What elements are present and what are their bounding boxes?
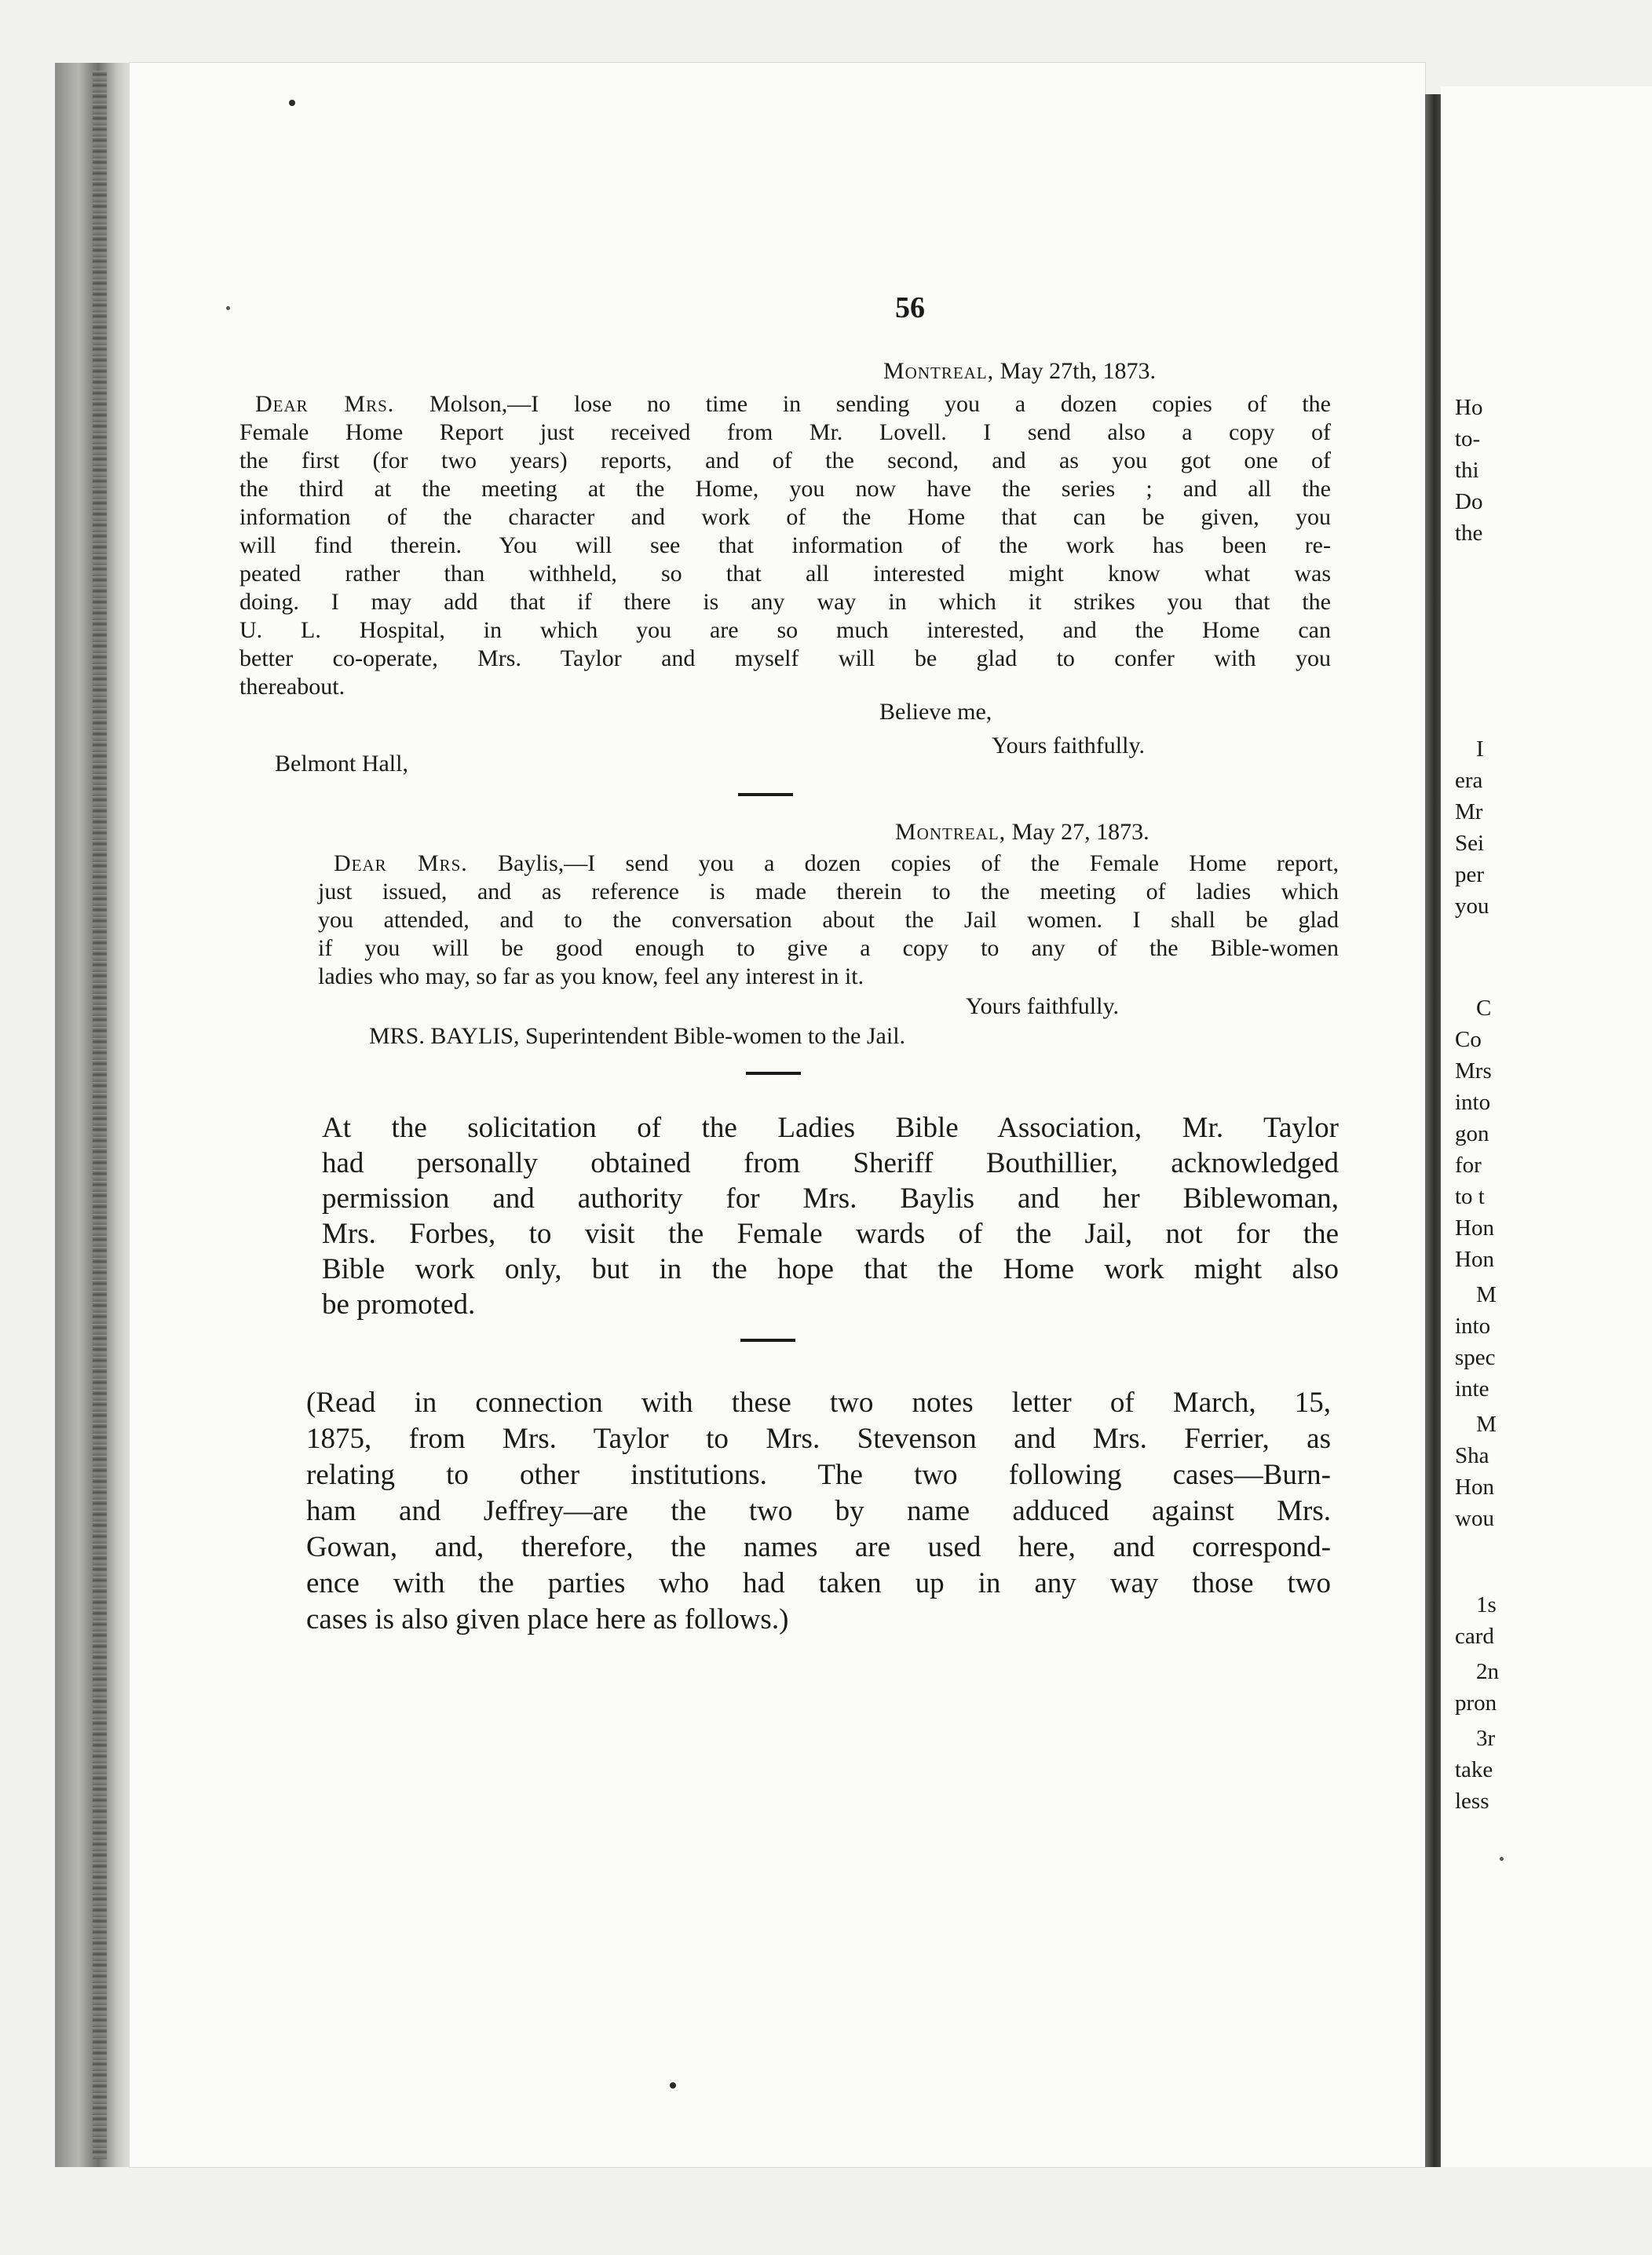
para1-line-1: At the solicitation of the Ladies Bible Association, Mr. Taylor: [322, 1112, 1339, 1144]
fragment: thi: [1455, 458, 1479, 483]
para2-line-7: cases is also given place here as follows.): [306, 1603, 789, 1636]
fragment: M: [1476, 1282, 1497, 1307]
separator-rule: [738, 793, 793, 796]
fragment: 3r: [1476, 1726, 1496, 1751]
fragment: Ho: [1455, 395, 1483, 420]
letter2-closing: Yours faithfully.: [966, 993, 1120, 1019]
letter1-line-6: will find therein. You will see that information of the work has been re-: [239, 532, 1331, 558]
fragment: Mr: [1455, 799, 1483, 824]
letter2-line-2: just issued, and as reference is made therein to the meeting of ladies which: [318, 879, 1339, 905]
fragment: era: [1455, 768, 1483, 793]
para1-line-6: be promoted.: [322, 1288, 476, 1321]
letter1-address: Belmont Hall,: [275, 751, 408, 777]
letter1-line-11: thereabout.: [239, 674, 345, 700]
letter1-line-5: information of the character and work of the Home that can be given, you: [239, 504, 1331, 530]
fragment: inte: [1455, 1376, 1489, 1402]
fragment: to t: [1455, 1184, 1485, 1209]
left-page: [130, 63, 1425, 2167]
letter2-line-5: ladies who may, so far as you know, feel any interest in it.: [318, 963, 864, 989]
fragment: C: [1476, 996, 1492, 1021]
fragment: Sei: [1455, 831, 1485, 856]
letter2-line-3: you attended, and to the conversation about the Jail women. I shall be glad: [318, 907, 1339, 933]
fragment: pron: [1455, 1690, 1497, 1716]
letter1-line-1: Dear Mrs. Molson,—I lose no time in sending you a dozen copies of the: [255, 391, 1331, 417]
letter1-dateline: Montreal, May 27th, 1873.: [883, 358, 1156, 384]
letter1-line-4: the third at the meeting at the Home, you now have the series ; and all the: [239, 476, 1331, 502]
page-fold-shadow: [1425, 94, 1441, 2167]
para1-line-5: Bible work only, but in the hope that the Home work might also: [322, 1253, 1339, 1285]
fragment: Co: [1455, 1027, 1482, 1052]
separator-rule: [746, 1072, 801, 1075]
fragment: Sha: [1455, 1443, 1489, 1468]
letter1-line-7: peated rather than withheld, so that all interested might know what was: [239, 561, 1331, 587]
fragment: Mrs: [1455, 1058, 1492, 1084]
fragment: card: [1455, 1624, 1494, 1649]
fragment: gon: [1455, 1121, 1489, 1146]
fragment: Hon: [1455, 1475, 1494, 1500]
scan-speck: [1500, 1857, 1504, 1861]
binding-edge: [93, 71, 107, 2159]
fragment: wou: [1455, 1506, 1494, 1531]
fragment: for: [1455, 1153, 1482, 1178]
page-number: 56: [895, 291, 925, 324]
letter2-addressee: MRS. BAYLIS, Superintendent Bible-women to the Jail.: [369, 1023, 906, 1049]
letter2-line-1: Dear Mrs. Baylis,—I send you a dozen copies of the Female Home report,: [334, 850, 1340, 876]
fragment: into: [1455, 1090, 1491, 1115]
letter1-line-3: the first (for two years) reports, and of the second, and as you got one of: [239, 448, 1331, 473]
para2-line-1: (Read in connection with these two notes letter of March, 15,: [306, 1387, 1331, 1419]
fragment: I: [1476, 736, 1484, 762]
fragment: the: [1455, 521, 1483, 546]
letter1-line-8: doing. I may add that if there is any way in which it strikes you that the: [239, 589, 1331, 615]
scan-speck: [289, 100, 295, 106]
letter2-line-4: if you will be good enough to give a copy to any of the Bible-women: [318, 935, 1339, 961]
letter1-line-2: Female Home Report just received from Mr. Lovell. I send also a copy of: [239, 419, 1331, 445]
para1-line-2: had personally obtained from Sheriff Bouthillier, acknowledged: [322, 1147, 1339, 1179]
fragment: Hon: [1455, 1247, 1494, 1272]
fragment: spec: [1455, 1345, 1496, 1370]
para2-line-6: ence with the parties who had taken up in any way those two: [306, 1567, 1331, 1599]
fragment: 1s: [1476, 1592, 1497, 1617]
para1-line-3: permission and authority for Mrs. Baylis and her Biblewoman,: [322, 1182, 1339, 1215]
para2-line-3: relating to other institutions. The two following cases—Burn-: [306, 1459, 1331, 1491]
fragment: to-: [1455, 426, 1481, 451]
fragment: into: [1455, 1314, 1491, 1339]
para2-line-2: 1875, from Mrs. Taylor to Mrs. Stevenson and Mrs. Ferrier, as: [306, 1423, 1331, 1455]
para2-line-5: Gowan, and, therefore, the names are used here, and correspond-: [306, 1531, 1331, 1563]
scan-speck: [226, 306, 230, 310]
para2-line-4: ham and Jeffrey—are the two by name adduced against Mrs.: [306, 1495, 1331, 1527]
letter1-closing-1: Believe me,: [879, 699, 992, 725]
para1-line-4: Mrs. Forbes, to visit the Female wards of the Jail, not for the: [322, 1218, 1339, 1250]
fragment: per: [1455, 862, 1485, 887]
fragment: Hon: [1455, 1215, 1494, 1241]
fragment: take: [1455, 1757, 1493, 1782]
fragment: Do: [1455, 489, 1483, 514]
fragment: M: [1476, 1412, 1497, 1437]
scan-speck: [670, 2082, 676, 2089]
fragment: 2n: [1476, 1659, 1499, 1684]
fragment: less: [1455, 1789, 1489, 1814]
letter1-closing-2: Yours faithfully.: [992, 733, 1146, 758]
letter2-dateline: Montreal, May 27, 1873.: [895, 819, 1149, 845]
separator-rule: [740, 1339, 795, 1342]
right-page-edge: [1441, 86, 1652, 2167]
letter1-line-9: U. L. Hospital, in which you are so much interested, and the Home can: [239, 617, 1331, 643]
fragment: you: [1455, 894, 1489, 919]
letter1-line-10: better co-operate, Mrs. Taylor and myself will be glad to confer with you: [239, 645, 1331, 671]
